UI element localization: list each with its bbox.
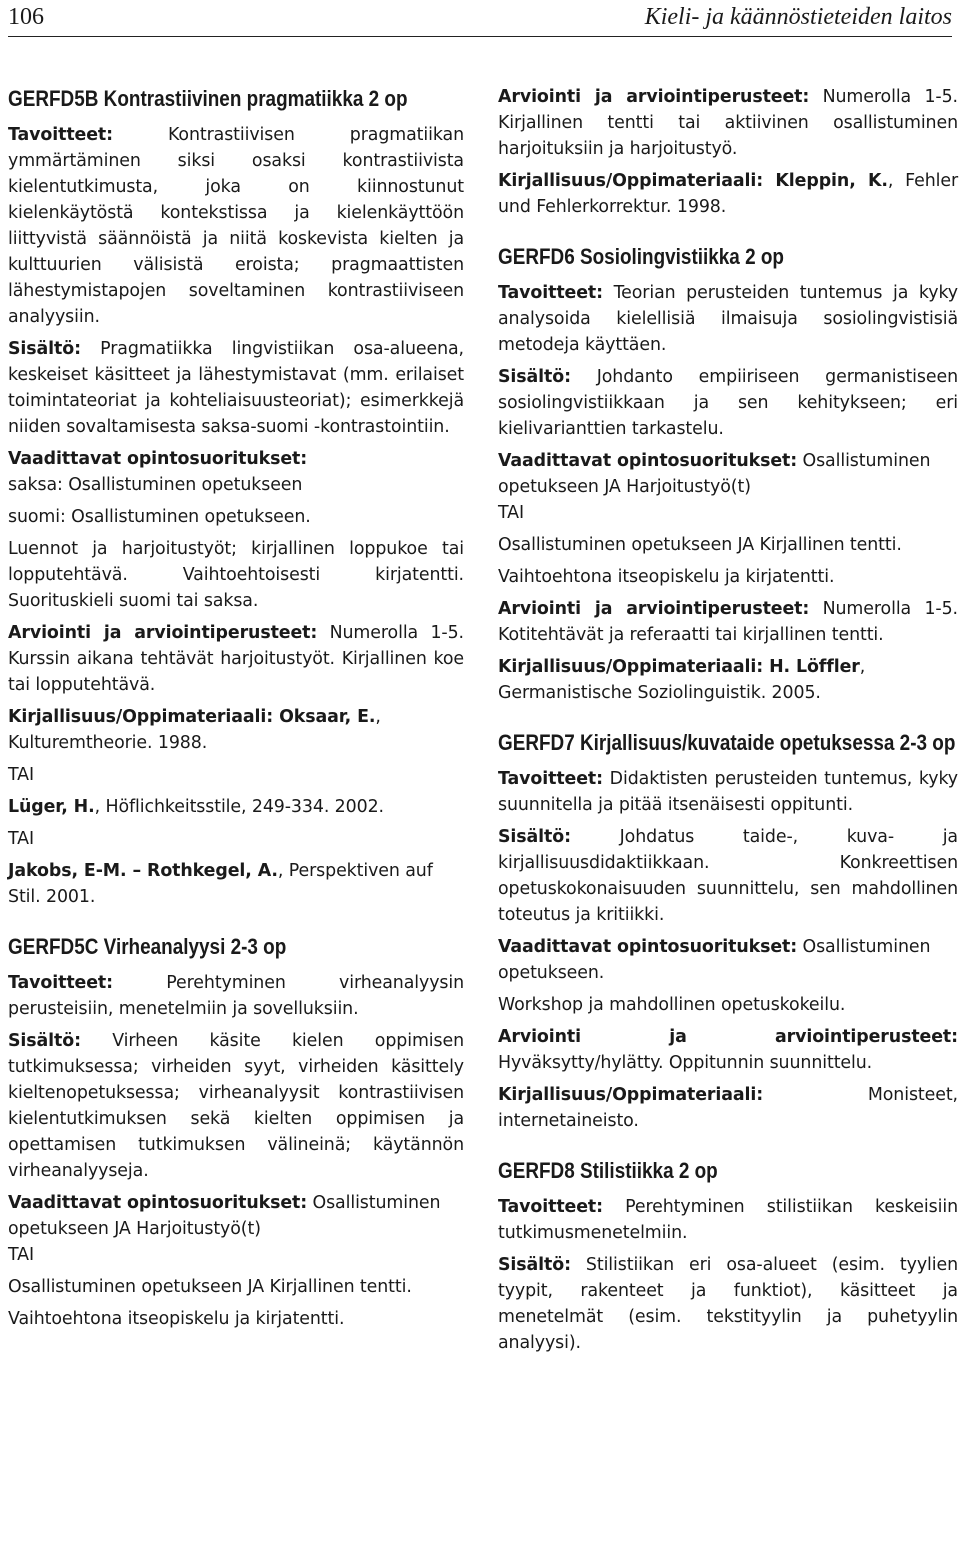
- luennot-paragraph: Luennot ja harjoitustyöt; kirjallinen loppukoe tai lopputehtävä. Vaihtoehtoisesti kirjatentti. Suorituskieli suomi tai saksa.: [8, 539, 464, 611]
- tai-separator: TAI: [8, 765, 34, 785]
- vaadittavat-text: Osallistuminen opetukseen JA Harjoitustyö(t): [8, 1193, 441, 1239]
- course-title: GERFD6 Sosiolingvistiikka 2 op: [498, 244, 784, 269]
- tavoitteet-paragraph: [498, 280, 958, 358]
- vaadittavat-paragraph: [8, 1190, 464, 1242]
- tavoitteet-paragraph: [498, 1194, 958, 1246]
- alternative-1: Osallistuminen opetukseen JA Kirjallinen tentti.: [498, 535, 902, 555]
- kirjallisuus-work: , Höflichkeitsstile, 249-334. 2002.: [94, 797, 384, 817]
- sisalto-paragraph: [498, 364, 958, 442]
- kirjallisuus-work: , Kulturemtheorie. 1988.: [8, 707, 381, 753]
- sisalto-label: Sisältö:: [498, 367, 571, 387]
- kirjallisuus-work: , Germanistische Soziolinguistik. 2005.: [498, 657, 866, 703]
- vaadittavat-suomi: suomi: Osallistuminen opetukseen.: [8, 507, 311, 527]
- tavoitteet-text: Kontrastiivisen pragmatiikan ymmärtäminen siksi osaksi kontrastiivista kielentutkimusta, joka on kiinnostunut kielenkäytöstä kontekstissa ja kielenkäyttöön liittyvistä säännöistä ja niitä koskevista kielten ja kulttuurien välisistä eroista; pragmaattisten lähestymistapojen soveltaminen kontrastiiviseen analyysiin.: [8, 125, 464, 327]
- tai-separator: TAI: [8, 829, 34, 849]
- kirjallisuus-work: , Fehler und Fehlerkorrektur. 1998.: [498, 171, 958, 217]
- course-title: GERFD7 Kirjallisuus/kuvataide opetuksessa 2-3 op: [498, 730, 956, 755]
- course-gerfd7: [498, 728, 958, 1134]
- vaadittavat-paragraph: [498, 448, 958, 500]
- vaadittavat-label: Vaadittavat opintosuoritukset:: [498, 937, 798, 957]
- kirjallisuus-author: Lüger, H.: [8, 797, 95, 817]
- vaadittavat-label: Vaadittavat opintosuoritukset:: [8, 449, 308, 469]
- kirjallisuus-label: Kirjallisuus/Oppimateriaali:: [8, 707, 274, 727]
- tai-separator: TAI: [498, 503, 524, 523]
- course-gerfd5c: [8, 932, 464, 1332]
- kirjallisuus-paragraph: [498, 654, 958, 706]
- course-title: GERFD8 Stilistiikka 2 op: [498, 1158, 718, 1183]
- arviointi-paragraph: [8, 620, 464, 698]
- alternative-2: Vaihtoehtona itseopiskelu ja kirjatentti.: [498, 567, 835, 587]
- tavoitteet-text: Teorian perusteiden tuntemus ja kyky analysoida kielellisiä ilmaisuja sosiolingvistisiä metodeja käyttäen.: [498, 283, 958, 355]
- arviointi-text: Hyväksytty/hylätty. Oppitunnin suunnittelu.: [498, 1053, 873, 1073]
- kirjallisuus-entry: [8, 858, 464, 910]
- kirjallisuus-label: Kirjallisuus/Oppimateriaali:: [498, 1085, 764, 1105]
- tai-separator: TAI: [8, 1245, 34, 1265]
- kirjallisuus-author: Oksaar, E.: [273, 707, 376, 727]
- sisalto-paragraph: [498, 824, 958, 928]
- sisalto-text: Johdanto empiiriseen germanistiseen sosiolingvistiikkaan ja sen kehitykseen; eri kielivarianttien tarkastelu.: [498, 367, 958, 439]
- course-title: GERFD5B Kontrastiivinen pragmatiikka 2 op: [8, 86, 408, 111]
- vaadittavat-label: Vaadittavat opintosuoritukset:: [498, 451, 798, 471]
- kirjallisuus-author: Kleppin, K.: [763, 171, 888, 191]
- kirjallisuus-paragraph: [498, 1082, 958, 1134]
- vaadittavat-saksa: saksa: Osallistuminen opetukseen: [8, 475, 303, 495]
- course-gerfd6: [498, 242, 958, 706]
- course-title: GERFD5C Virheanalyysi 2-3 op: [8, 934, 287, 959]
- running-title: Kieli- ja käännöstieteiden laitos: [644, 4, 952, 30]
- arviointi-paragraph: [498, 596, 958, 648]
- course-gerfd5b: [8, 84, 464, 910]
- arviointi-label: Arviointi ja arviointiperusteet:: [498, 1027, 958, 1047]
- kirjallisuus-author: H. Löffler: [763, 657, 860, 677]
- arviointi-text: Numerolla 1-5. Kirjallinen tentti tai aktiivinen osallistuminen harjoituksiin ja harjoitustyö.: [498, 87, 958, 159]
- right-column: [498, 84, 958, 1362]
- alternative-2: Vaihtoehtona itseopiskelu ja kirjatentti.: [8, 1309, 345, 1329]
- vaadittavat-paragraph: [8, 446, 464, 472]
- tavoitteet-label: Tavoitteet:: [498, 283, 603, 303]
- kirjallisuus-paragraph: [8, 704, 464, 756]
- arviointi-text: Numerolla 1-5. Kotitehtävät ja referaatti tai kirjallinen tentti.: [498, 599, 958, 645]
- tavoitteet-text: Didaktisten perusteiden tuntemus, kyky suunnitella ja pitää itsenäisesti oppitunti.: [498, 769, 958, 815]
- left-column: [8, 84, 464, 1338]
- kirjallisuus-label: Kirjallisuus/Oppimateriaali:: [498, 171, 764, 191]
- vaadittavat-text: Osallistuminen opetukseen.: [498, 937, 931, 983]
- sisalto-text: Pragmatiikka lingvistiikan osa-alueena, keskeiset käsitteet ja lähestymistavat (mm. erilaiset toimintateoriat ja kohteliaisuusteoriat); esimerkkejä niiden sovaltamisesta saksa-suomi -kontrastointiin.: [8, 339, 464, 437]
- arviointi-label: Arviointi ja arviointiperusteet:: [8, 623, 318, 643]
- kirjallisuus-paragraph: [498, 168, 958, 220]
- alternative-1: Osallistuminen opetukseen JA Kirjallinen tentti.: [8, 1277, 412, 1297]
- sisalto-text: Johdatus taide-, kuva- ja kirjallisuusdidaktiikkaan. Konkreettisen opetuskokonaisuuden suunnittelu, sen mahdollinen toteutus ja kritiikki.: [498, 827, 958, 925]
- tavoitteet-label: Tavoitteet:: [8, 125, 113, 145]
- arviointi-text: Numerolla 1-5. Kurssin aikana tehtävät harjoitustyöt. Kirjallinen koe tai lopputehtävä.: [8, 623, 464, 695]
- sisalto-paragraph: [498, 1252, 958, 1356]
- arviointi-paragraph: [498, 84, 958, 162]
- kirjallisuus-label: Kirjallisuus/Oppimateriaali:: [498, 657, 764, 677]
- tavoitteet-text: Perehtyminen virheanalyysin perusteisiin, menetelmiin ja sovelluksiin.: [8, 973, 464, 1019]
- arviointi-label: Arviointi ja arviointiperusteet:: [498, 599, 810, 619]
- tavoitteet-text: Perehtyminen stilistiikan keskeisiin tutkimusmenetelmiin.: [498, 1197, 958, 1243]
- sisalto-text: Stilistiikan eri osa-alueet (esim. tyylien tyypit, rakenteet ja funktiot), käsitteet ja menetelmät (esim. tekstityylin ja puhetyylin analyysi).: [498, 1255, 958, 1353]
- course-gerfd8: [498, 1156, 958, 1356]
- page-header: [8, 0, 952, 37]
- page-number: 106: [8, 4, 44, 30]
- tavoitteet-paragraph: [8, 122, 464, 330]
- workshop-paragraph: Workshop ja mahdollinen opetuskokeilu.: [498, 995, 846, 1015]
- kirjallisuus-entry: [8, 794, 464, 820]
- arviointi-paragraph: [498, 1024, 958, 1076]
- kirjallisuus-text: Monisteet, internetaineisto.: [498, 1085, 958, 1131]
- sisalto-label: Sisältö:: [498, 1255, 571, 1275]
- tavoitteet-paragraph: [8, 970, 464, 1022]
- tavoitteet-paragraph: [498, 766, 958, 818]
- sisalto-label: Sisältö:: [498, 827, 571, 847]
- vaadittavat-label: Vaadittavat opintosuoritukset:: [8, 1193, 308, 1213]
- course-gerfd5c-continued: [498, 84, 958, 220]
- kirjallisuus-work: , Perspektiven auf Stil. 2001.: [8, 861, 433, 907]
- vaadittavat-paragraph: [498, 934, 958, 986]
- tavoitteet-label: Tavoitteet:: [498, 1197, 603, 1217]
- sisalto-paragraph: [8, 336, 464, 440]
- sisalto-label: Sisältö:: [8, 1031, 81, 1051]
- arviointi-label: Arviointi ja arviointiperusteet:: [498, 87, 810, 107]
- sisalto-text: Virheen käsite kielen oppimisen tutkimuksessa; virheiden syyt, virheiden käsittely kieltenopetuksessa; virheanalyysit kontrastiivisen kielentutkimuksen sekä kielten oppimisen ja opettamisen tutkimuksen välineinä; käytännön virheanalyyseja.: [8, 1031, 464, 1181]
- tavoitteet-label: Tavoitteet:: [8, 973, 113, 993]
- tavoitteet-label: Tavoitteet:: [498, 769, 603, 789]
- sisalto-paragraph: [8, 1028, 464, 1184]
- vaadittavat-text: Osallistuminen opetukseen JA Harjoitustyö(t): [498, 451, 931, 497]
- sisalto-label: Sisältö:: [8, 339, 81, 359]
- kirjallisuus-author: Jakobs, E-M. – Rothkegel, A.: [8, 861, 278, 881]
